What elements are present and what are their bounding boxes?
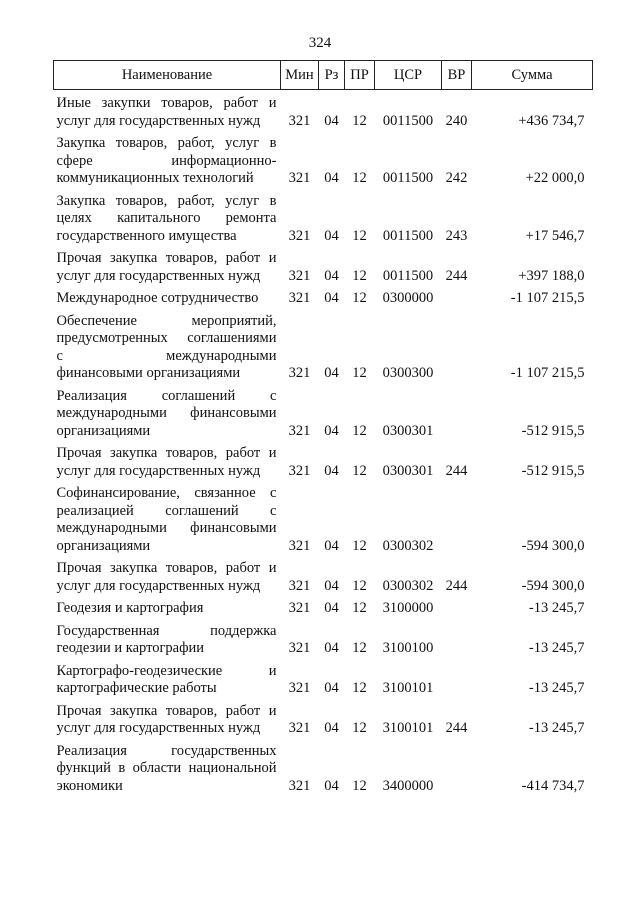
- row-name-line: экономики: [56, 777, 123, 794]
- table-header-row: [54, 61, 593, 90]
- header-amount: Сумма: [472, 61, 593, 90]
- row-amount: -594 300,0: [521, 537, 585, 554]
- row-vr: [442, 623, 472, 663]
- row-csr: 0011500: [382, 112, 434, 129]
- row-csr: 0300000: [382, 290, 434, 306]
- row-rz: 04: [324, 777, 339, 794]
- row-name: [54, 743, 281, 801]
- row-pr: 12: [352, 290, 367, 306]
- row-vr: [442, 663, 472, 703]
- row-name-line: Закупка товаров, работ, услуг в: [56, 192, 277, 209]
- row-vr: [442, 743, 472, 801]
- row-pr: 12: [352, 267, 367, 284]
- row-name-line: Прочая закупка товаров, работ и: [56, 702, 277, 719]
- row-vr: 244: [445, 462, 468, 479]
- row-name-line: сфере информационно-: [56, 152, 277, 169]
- row-name-line: Реализация соглашений с: [56, 387, 277, 404]
- row-name-line: предусмотренных соглашениями: [56, 330, 277, 346]
- row-amount: -1 107 215,5: [510, 365, 585, 381]
- row-pr: 12: [352, 537, 367, 554]
- row-name-line: картографические работы: [56, 680, 217, 696]
- row-name: [54, 193, 281, 251]
- row-amount: -512 915,5: [521, 462, 585, 479]
- row-rz: 04: [324, 365, 339, 381]
- header-pr: ПР: [345, 61, 375, 90]
- row-csr: 0011500: [382, 170, 434, 186]
- row-rz: 04: [324, 267, 339, 284]
- row-csr: 3100101: [382, 680, 434, 696]
- row-vr: [442, 290, 472, 313]
- table-row: [54, 703, 593, 743]
- row-name-line: организациями: [56, 537, 151, 554]
- table-row: [54, 623, 593, 663]
- header-name: Наименование: [54, 61, 281, 90]
- row-pr: 12: [352, 600, 367, 616]
- page-number: 324: [308, 35, 332, 51]
- row-name-line: Прочая закупка товаров, работ и: [56, 560, 277, 576]
- table-row: [54, 663, 593, 703]
- row-csr: 0300302: [382, 537, 434, 554]
- row-name: [54, 485, 281, 560]
- row-amount: +397 188,0: [518, 267, 585, 284]
- row-pr: 12: [352, 422, 367, 439]
- row-pr: 12: [352, 365, 367, 381]
- row-rz: 04: [324, 227, 339, 244]
- table-row: [54, 388, 593, 446]
- row-name-line: Закупка товаров, работ, услуг в: [56, 135, 277, 151]
- row-min: 321: [288, 577, 311, 594]
- row-name-line: Прочая закупка товаров, работ и: [56, 445, 277, 461]
- table-row: [54, 600, 593, 623]
- row-name: [54, 703, 281, 743]
- row-csr: 0300302: [382, 577, 434, 594]
- row-rz: 04: [324, 462, 339, 479]
- row-name-line: целях капитального ремонта: [56, 210, 277, 226]
- row-pr: 12: [352, 777, 367, 794]
- row-name-line: функций в области национальной: [56, 760, 277, 776]
- row-min: 321: [288, 422, 311, 439]
- row-pr: 12: [352, 112, 367, 129]
- row-rz: 04: [324, 290, 339, 306]
- row-rz: 04: [324, 112, 339, 129]
- row-name-line: Международное сотрудничество: [56, 290, 259, 306]
- row-name-line: Софинансирование, связанное с: [56, 485, 277, 501]
- row-name-line: организациями: [56, 422, 151, 439]
- row-amount: -594 300,0: [521, 577, 585, 594]
- row-pr: 12: [352, 577, 367, 594]
- row-amount: -13 245,7: [528, 600, 585, 616]
- row-min: 321: [288, 227, 311, 244]
- row-name-line: Реализация государственных: [56, 742, 277, 759]
- row-amount: -414 734,7: [521, 777, 585, 794]
- row-name: [54, 388, 281, 446]
- row-vr: 240: [445, 112, 468, 129]
- table-row: [54, 193, 593, 251]
- row-csr: 0300300: [382, 365, 434, 381]
- row-vr: [442, 388, 472, 446]
- row-name: [54, 250, 281, 290]
- row-name: [54, 445, 281, 485]
- table-row: [54, 290, 593, 313]
- table-row: [54, 560, 593, 600]
- header-min: Мин: [281, 61, 319, 90]
- row-rz: 04: [324, 640, 339, 656]
- row-vr: 244: [445, 577, 468, 594]
- row-amount: +22 000,0: [525, 170, 585, 186]
- row-min: 321: [288, 777, 311, 794]
- row-min: 321: [288, 290, 311, 306]
- budget-table: [53, 60, 593, 800]
- table-row: [54, 90, 593, 136]
- row-name-line: услуг для государственных нужд: [56, 112, 261, 129]
- table-row: [54, 445, 593, 485]
- table-body: [54, 90, 593, 801]
- row-pr: 12: [352, 680, 367, 696]
- row-amount: -13 245,7: [528, 720, 585, 736]
- row-vr: [442, 313, 472, 388]
- header-csr: ЦСР: [375, 61, 442, 90]
- row-min: 321: [288, 112, 311, 129]
- row-csr: 0300301: [382, 422, 434, 439]
- row-vr: 244: [445, 720, 468, 736]
- row-pr: 12: [352, 720, 367, 736]
- row-min: 321: [288, 537, 311, 554]
- row-csr: 0300301: [382, 462, 434, 479]
- row-rz: 04: [324, 422, 339, 439]
- row-min: 321: [288, 600, 311, 616]
- table-row: [54, 485, 593, 560]
- row-min: 321: [288, 720, 311, 736]
- table-row: [54, 743, 593, 801]
- row-name-line: услуг для государственных нужд: [56, 462, 261, 479]
- row-name-line: услуг для государственных нужд: [56, 267, 261, 284]
- table-row: [54, 313, 593, 388]
- row-name: [54, 90, 281, 136]
- row-name-line: услуг для государственных нужд: [56, 577, 261, 594]
- row-min: 321: [288, 170, 311, 186]
- row-name: [54, 313, 281, 388]
- row-amount: +17 546,7: [525, 227, 585, 244]
- row-name-line: государственного имущества: [56, 227, 237, 244]
- row-name-line: Геодезия и картография: [56, 600, 204, 616]
- row-name-line: реализацией соглашений с: [56, 502, 277, 519]
- row-name-line: финансовыми организациями: [56, 365, 241, 381]
- row-csr: 0011500: [382, 227, 434, 244]
- table-row: [54, 250, 593, 290]
- row-csr: 3400000: [382, 777, 434, 794]
- row-vr: 243: [445, 227, 468, 244]
- row-vr: 242: [445, 170, 468, 186]
- row-rz: 04: [324, 170, 339, 186]
- row-name: [54, 560, 281, 600]
- row-rz: 04: [324, 577, 339, 594]
- row-name-line: геодезии и картографии: [56, 640, 205, 656]
- row-min: 321: [288, 462, 311, 479]
- row-csr: 3100101: [382, 720, 434, 736]
- row-min: 321: [288, 680, 311, 696]
- row-name-line: с международными: [56, 347, 277, 364]
- row-name: [54, 135, 281, 193]
- row-name-line: коммуникационных технологий: [56, 170, 254, 186]
- row-name-line: Государственная поддержка: [56, 622, 277, 639]
- row-pr: 12: [352, 640, 367, 656]
- row-rz: 04: [324, 680, 339, 696]
- row-csr: 3100000: [382, 600, 434, 616]
- row-name: [54, 290, 281, 313]
- row-min: 321: [288, 365, 311, 381]
- row-name-line: международными финансовыми: [56, 405, 277, 421]
- row-rz: 04: [324, 537, 339, 554]
- row-name-line: международными финансовыми: [56, 520, 277, 536]
- row-min: 321: [288, 640, 311, 656]
- header-vr: ВР: [442, 61, 472, 90]
- row-amount: -512 915,5: [521, 422, 585, 439]
- row-name-line: Прочая закупка товаров, работ и: [56, 250, 277, 266]
- row-vr: [442, 600, 472, 623]
- row-min: 321: [288, 267, 311, 284]
- row-csr: 3100100: [382, 640, 434, 656]
- row-name-line: Обеспечение мероприятий,: [56, 312, 277, 329]
- row-pr: 12: [352, 462, 367, 479]
- row-amount: -13 245,7: [528, 640, 585, 656]
- row-name-line: Иные закупки товаров, работ и: [56, 95, 277, 111]
- row-pr: 12: [352, 227, 367, 244]
- row-csr: 0011500: [382, 267, 434, 284]
- row-name: [54, 623, 281, 663]
- row-vr: [442, 485, 472, 560]
- row-rz: 04: [324, 600, 339, 616]
- row-amount: +436 734,7: [518, 112, 585, 129]
- row-amount: -1 107 215,5: [510, 290, 585, 306]
- row-pr: 12: [352, 170, 367, 186]
- header-rz: Рз: [319, 61, 345, 90]
- table-row: [54, 135, 593, 193]
- row-rz: 04: [324, 720, 339, 736]
- row-name-line: услуг для государственных нужд: [56, 720, 261, 736]
- row-name: [54, 600, 281, 623]
- row-name: [54, 663, 281, 703]
- row-amount: -13 245,7: [528, 680, 585, 696]
- row-name-line: Картографо-геодезические и: [56, 662, 277, 679]
- row-vr: 244: [445, 267, 468, 284]
